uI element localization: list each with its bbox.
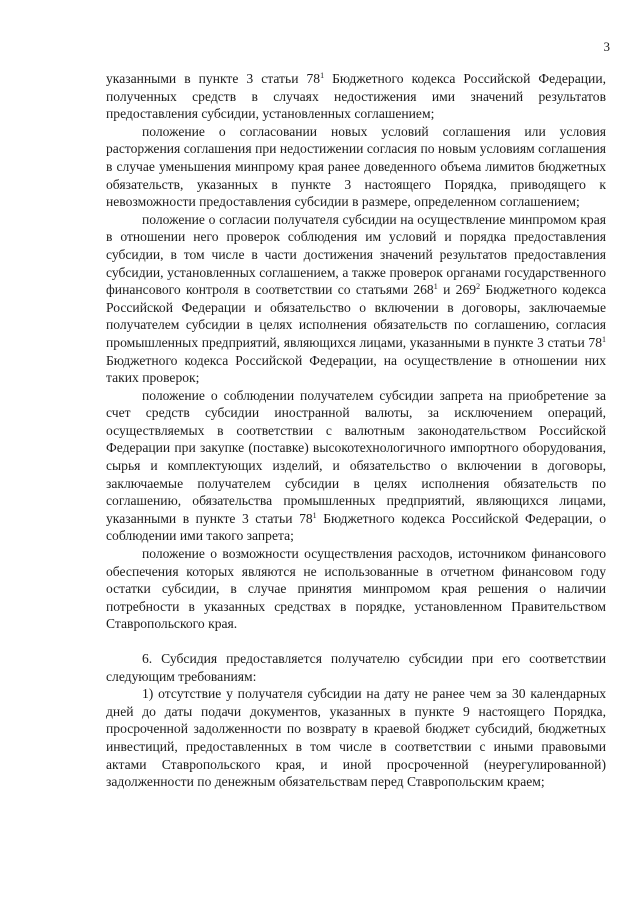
text-run: Бюджетного кодекса Российской Федерации и обязательство о включении в договоры, заключаемые получателем субсидии в целях исполнения обязательств по соглашению, согласия промышленных предприятий, являющихся лицами, указанными в пункте 3 статьи 78 (106, 282, 606, 350)
text-run: положение о согласии получателя субсидии на осуществление минпромом края в отношении него проверок соблюдения им условий и порядка предоставления субсидии, в том числе в части достижения значений результатов предоставления субсидии, установленных соглашением, а также проверок органами государственного финансового контроля в соответствии со статьями 268 (106, 211, 606, 298)
text-run: 1) отсутствие у получателя субсидии на дату не ранее чем за 30 календарных дней до даты подачи документов, указанных в пункте 9 настоящего Порядка, просроченной задолженности по возврату в краевой бюджет субсидий, бюджетных инвестиций, предоставленных в том числе в соответствии с иными правовыми актами Ставропольского края, и иной просроченной (неурегулированной) задолженности по денежным обязательствам перед Ставропольским краем; (106, 686, 606, 790)
text-run: Бюджетного кодекса Российской Федерации, о соблюдении ими такого запрета; (106, 510, 606, 544)
document-body (106, 70, 606, 791)
superscript: 2 (476, 282, 481, 292)
text-run: и 269 (437, 282, 477, 298)
paragraph (106, 70, 606, 123)
text-run: Бюджетного кодекса Российской Федерации, на осуществление в отношении них таких проверок; (106, 352, 606, 386)
superscript: 1 (602, 334, 606, 344)
paragraph (106, 685, 606, 791)
superscript: 1 (433, 282, 438, 292)
paragraph (106, 545, 606, 633)
text-run: положение о соблюдении получателем субсидии запрета на приобретение за счет средств субсидии иностранной валюты, за исключением операций, осуществляемых в соответствии с валютным законодательством Российской Федерации при закупке (поставке) высокотехнологичного импортного оборудования, сырья и комплектующих изделий, и обязательство о включении в договоры, заключаемые получателем субсидии в целях исполнения обязательств по соглашению, обязательства промышленных предприятий, являющихся лицами, указанными в пункте 3 статьи 78 (106, 387, 606, 526)
superscript: 1 (320, 71, 325, 80)
superscript: 1 (312, 510, 317, 520)
text-run: положение о согласовании новых условий соглашения или условия расторжения соглашения при недостижении согласия по новым условиям соглашения в случае уменьшения минпрому края ранее доведенного объема лимитов бюджетных обязательств, указанных в пункте 3 настоящего Порядка, приводящего к невозможности предоставления субсидии в размере, определенном соглашением; (106, 123, 606, 210)
paragraph (106, 211, 606, 387)
paragraph (106, 387, 606, 545)
page-number: 3 (603, 39, 610, 54)
text-run: 6. Субсидия предоставляется получателю субсидии при его соответствии следующим требованиям: (106, 651, 606, 684)
text-run: Бюджетного кодекса Российской Федерации, полученных средств в случаях недостижения ими значений результатов предоставления субсидии, установленных соглашением; (106, 71, 606, 122)
text-run: положение о возможности осуществления расходов, источником финансового обеспечения которых являются не использованные в отчетном финансовом году остатки субсидии, в случае принятия минпромом края решения о наличии потребности в указанных средствах в порядке, установленном Правительством Ставропольского края. (106, 546, 606, 632)
paragraph (106, 650, 606, 685)
paragraph (106, 123, 606, 211)
text-run: указанными в пункте 3 статьи 78 (106, 71, 321, 86)
